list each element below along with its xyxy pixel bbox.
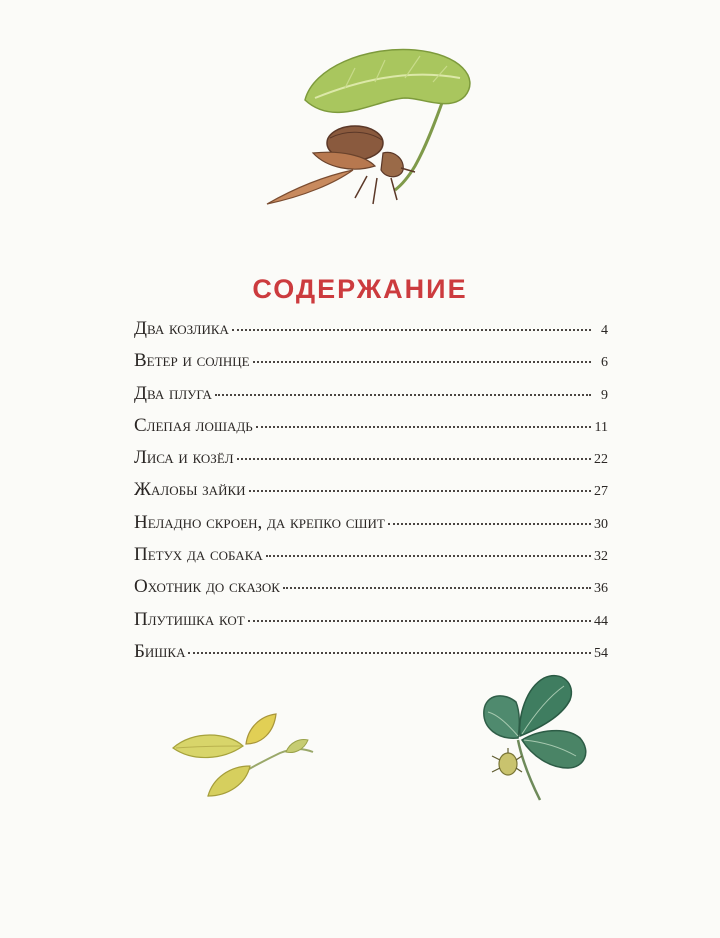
toc-entry-title: Жалобы зайки: [134, 479, 246, 501]
toc-entry-title: Два плуга: [134, 382, 212, 404]
toc-entry[interactable]: [134, 636, 608, 668]
toc-entry[interactable]: [134, 539, 608, 571]
clover-with-bug-illustration: [478, 668, 593, 803]
toc-entry[interactable]: [134, 571, 608, 603]
toc-entry-page: 32: [594, 549, 608, 565]
toc-entry-title: Петух да собака: [134, 544, 263, 566]
toc-entry-title: Лиса и козёл: [134, 447, 234, 469]
dot-leader: [188, 651, 591, 654]
toc-entry-title: Бишка: [134, 640, 186, 662]
toc-entry-page: 36: [594, 581, 608, 597]
toc-entry-page: 22: [594, 452, 608, 468]
toc-entry-title: Два козлика: [134, 318, 229, 339]
dot-leader: [283, 586, 591, 589]
table-of-contents: [134, 313, 608, 668]
toc-entry-page: 30: [594, 516, 608, 532]
toc-entry[interactable]: [134, 378, 608, 410]
toc-entry-page: 44: [594, 613, 608, 629]
dot-leader: [215, 393, 591, 396]
toc-entry-title: Неладно скроен, да крепко сшит: [134, 511, 385, 533]
dot-leader: [253, 360, 591, 363]
dot-leader: [256, 425, 591, 428]
toc-entry-page: 6: [601, 355, 608, 371]
toc-entry-title: Слепая лошадь: [134, 414, 253, 436]
dot-leader: [266, 554, 591, 557]
dot-leader: [232, 328, 591, 331]
toc-entry[interactable]: [134, 442, 608, 474]
toc-entry-title: Охотник до сказок: [134, 576, 280, 598]
toc-entry-page: 4: [601, 323, 608, 338]
yellow-leaf-illustration: [168, 708, 318, 808]
toc-entry[interactable]: [134, 507, 608, 539]
toc-entry-title: Плутишка кот: [134, 608, 245, 630]
page-title: СОДЕРЖАНИЕ: [252, 274, 468, 305]
dot-leader: [248, 619, 591, 622]
toc-entry-page: 54: [594, 645, 608, 661]
toc-entry-page: 27: [594, 484, 608, 500]
toc-entry[interactable]: [134, 474, 608, 506]
toc-entry[interactable]: [134, 410, 608, 442]
dot-leader: [388, 522, 591, 525]
toc-entry[interactable]: [134, 313, 608, 345]
toc-entry[interactable]: [134, 345, 608, 377]
toc-entry[interactable]: [134, 604, 608, 636]
dot-leader: [237, 457, 591, 460]
toc-entry-page: 11: [594, 419, 608, 435]
toc-entry-title: Ветер и солнце: [134, 350, 250, 372]
dot-leader: [249, 489, 591, 492]
beetle-under-leaf-illustration: [255, 38, 485, 218]
toc-entry-page: 9: [601, 387, 608, 403]
